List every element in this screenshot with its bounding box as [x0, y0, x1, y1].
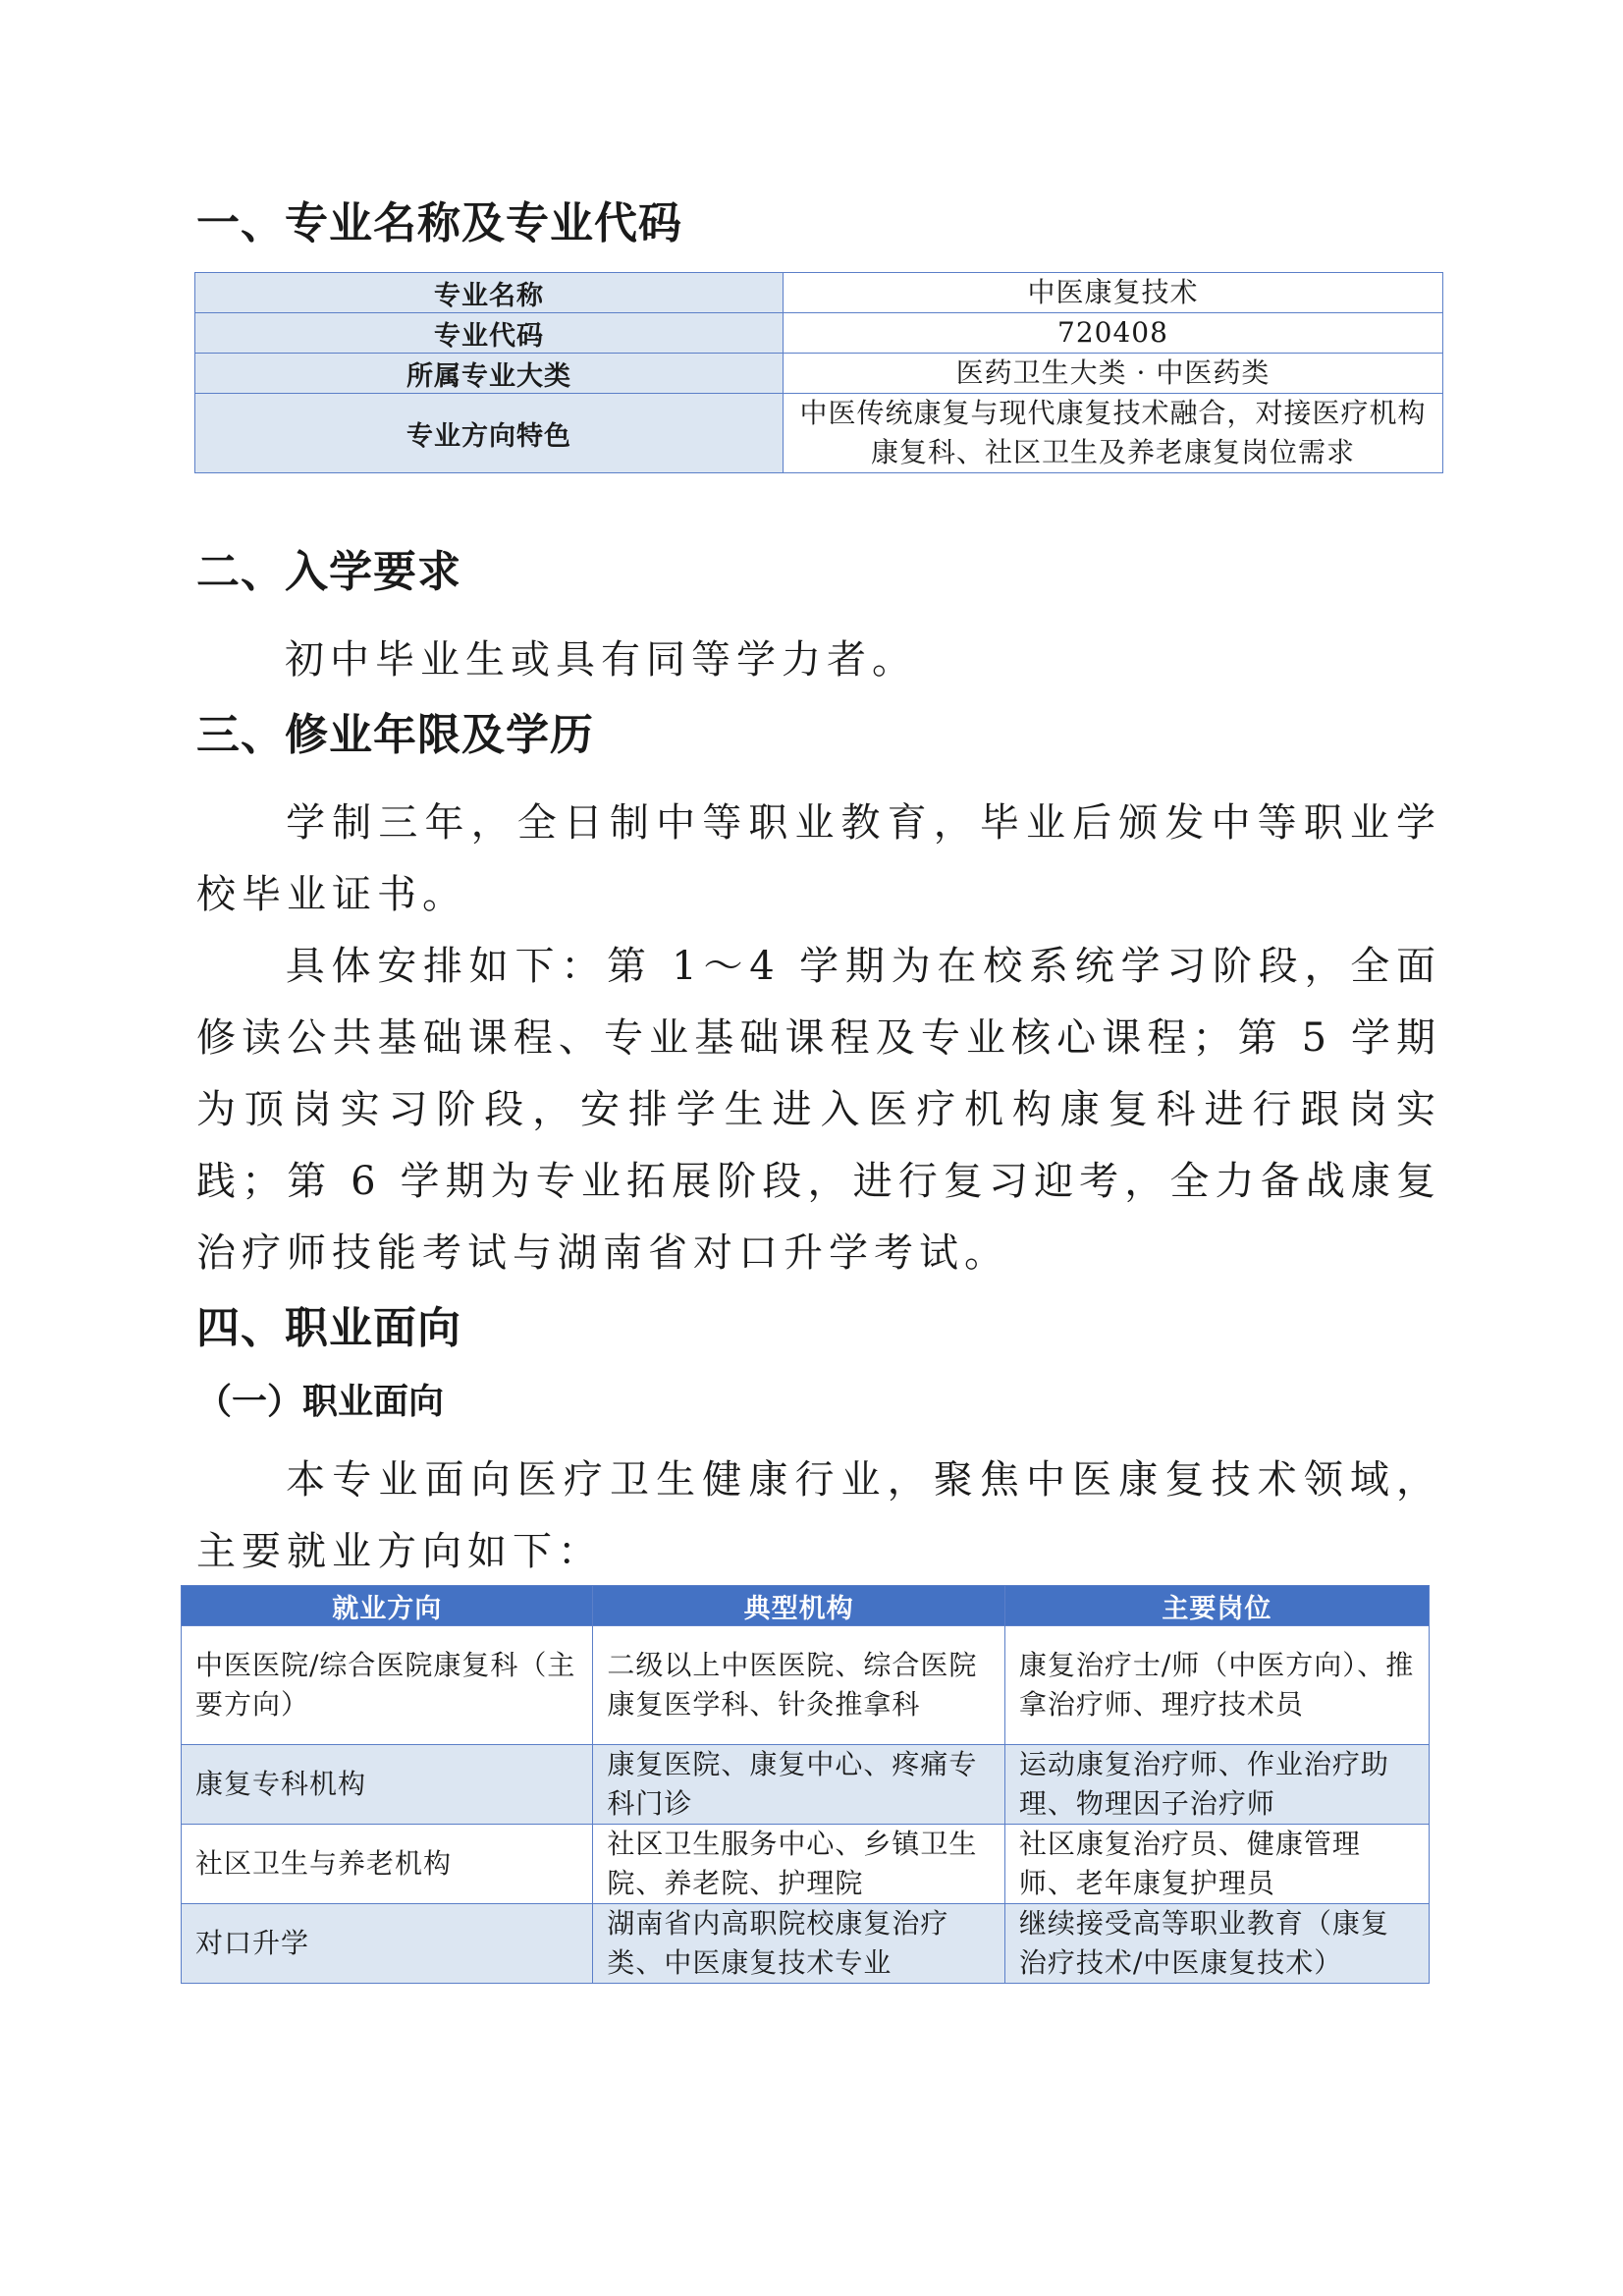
duration-text-1: 学制三年，全日制中等职业教育，毕业后颁发中等职业学校毕业证书。 [196, 800, 1441, 917]
table-cell: 社区康复治疗员、健康管理师、老年康复护理员 [1004, 1825, 1429, 1904]
table-cell: 继续接受高等职业教育（康复治疗技术/中医康复技术） [1004, 1904, 1429, 1984]
career-table [181, 1585, 1430, 1984]
duration-paragraph-2 [196, 931, 1441, 1289]
table-cell: 二级以上中医医院、综合医院康复医学科、针灸推拿科 [593, 1626, 1004, 1745]
table-header-row [182, 1586, 1430, 1626]
career-intro-text: 本专业面向医疗卫生健康行业，聚焦中医康复技术领域，主要就业方向如下： [196, 1457, 1441, 1574]
table-cell: 康复专科机构 [182, 1745, 593, 1825]
table-row [195, 394, 1443, 473]
section-title-major: 一、专业名称及专业代码 [196, 198, 682, 248]
subsection-title-career: （一）职业面向 [196, 1382, 445, 1422]
table-row [182, 1904, 1430, 1984]
table-row [182, 1626, 1430, 1745]
duration-paragraph-1 [196, 788, 1441, 931]
column-header: 就业方向 [182, 1586, 593, 1626]
section-title-duration: 三、修业年限及学历 [196, 710, 594, 760]
table-value: 720408 [784, 313, 1443, 354]
table-key: 所属专业大类 [195, 354, 784, 394]
table-row [182, 1825, 1430, 1904]
table-row [195, 354, 1443, 394]
column-header: 主要岗位 [1004, 1586, 1429, 1626]
table-key: 专业名称 [195, 273, 784, 313]
column-header: 典型机构 [593, 1586, 1004, 1626]
table-cell: 康复治疗士/师（中医方向）、推拿治疗师、理疗技术员 [1004, 1626, 1429, 1745]
table-value: 中医传统康复与现代康复技术融合，对接医疗机构康复科、社区卫生及养老康复岗位需求 [784, 394, 1443, 473]
table-cell: 社区卫生服务中心、乡镇卫生院、养老院、护理院 [593, 1825, 1004, 1904]
major-info-table [194, 272, 1443, 473]
table-key: 专业方向特色 [195, 394, 784, 473]
table-cell: 中医医院/综合医院康复科（主要方向） [182, 1626, 593, 1745]
admission-text: 初中毕业生或具有同等学力者。 [285, 637, 917, 683]
table-value: 中医康复技术 [784, 273, 1443, 313]
table-cell: 对口升学 [182, 1904, 593, 1984]
table-row [182, 1745, 1430, 1825]
duration-text-2: 具体安排如下：第 1～4 学期为在校系统学习阶段，全面修读公共基础课程、专业基础课程及专业核心课程；第 5 学期为顶岗实习阶段，安排学生进入医疗机构康复科进行跟岗实践；第 6 学期为专业拓展阶段，进行复习迎考，全力备战康复治疗师技能考试与湖南省对口升学考试。 [196, 944, 1441, 1276]
table-key: 专业代码 [195, 313, 784, 354]
section-title-admission: 二、入学要求 [196, 547, 461, 597]
career-intro-paragraph [196, 1445, 1441, 1588]
table-row [195, 273, 1443, 313]
admission-paragraph [196, 625, 1441, 696]
table-value: 医药卫生大类 · 中医药类 [784, 354, 1443, 394]
table-cell: 湖南省内高职院校康复治疗类、中医康复技术专业 [593, 1904, 1004, 1984]
table-row [195, 313, 1443, 354]
table-cell: 社区卫生与养老机构 [182, 1825, 593, 1904]
section-title-career: 四、职业面向 [196, 1303, 461, 1353]
table-cell: 运动康复治疗师、作业治疗助理、物理因子治疗师 [1004, 1745, 1429, 1825]
table-cell: 康复医院、康复中心、疼痛专科门诊 [593, 1745, 1004, 1825]
